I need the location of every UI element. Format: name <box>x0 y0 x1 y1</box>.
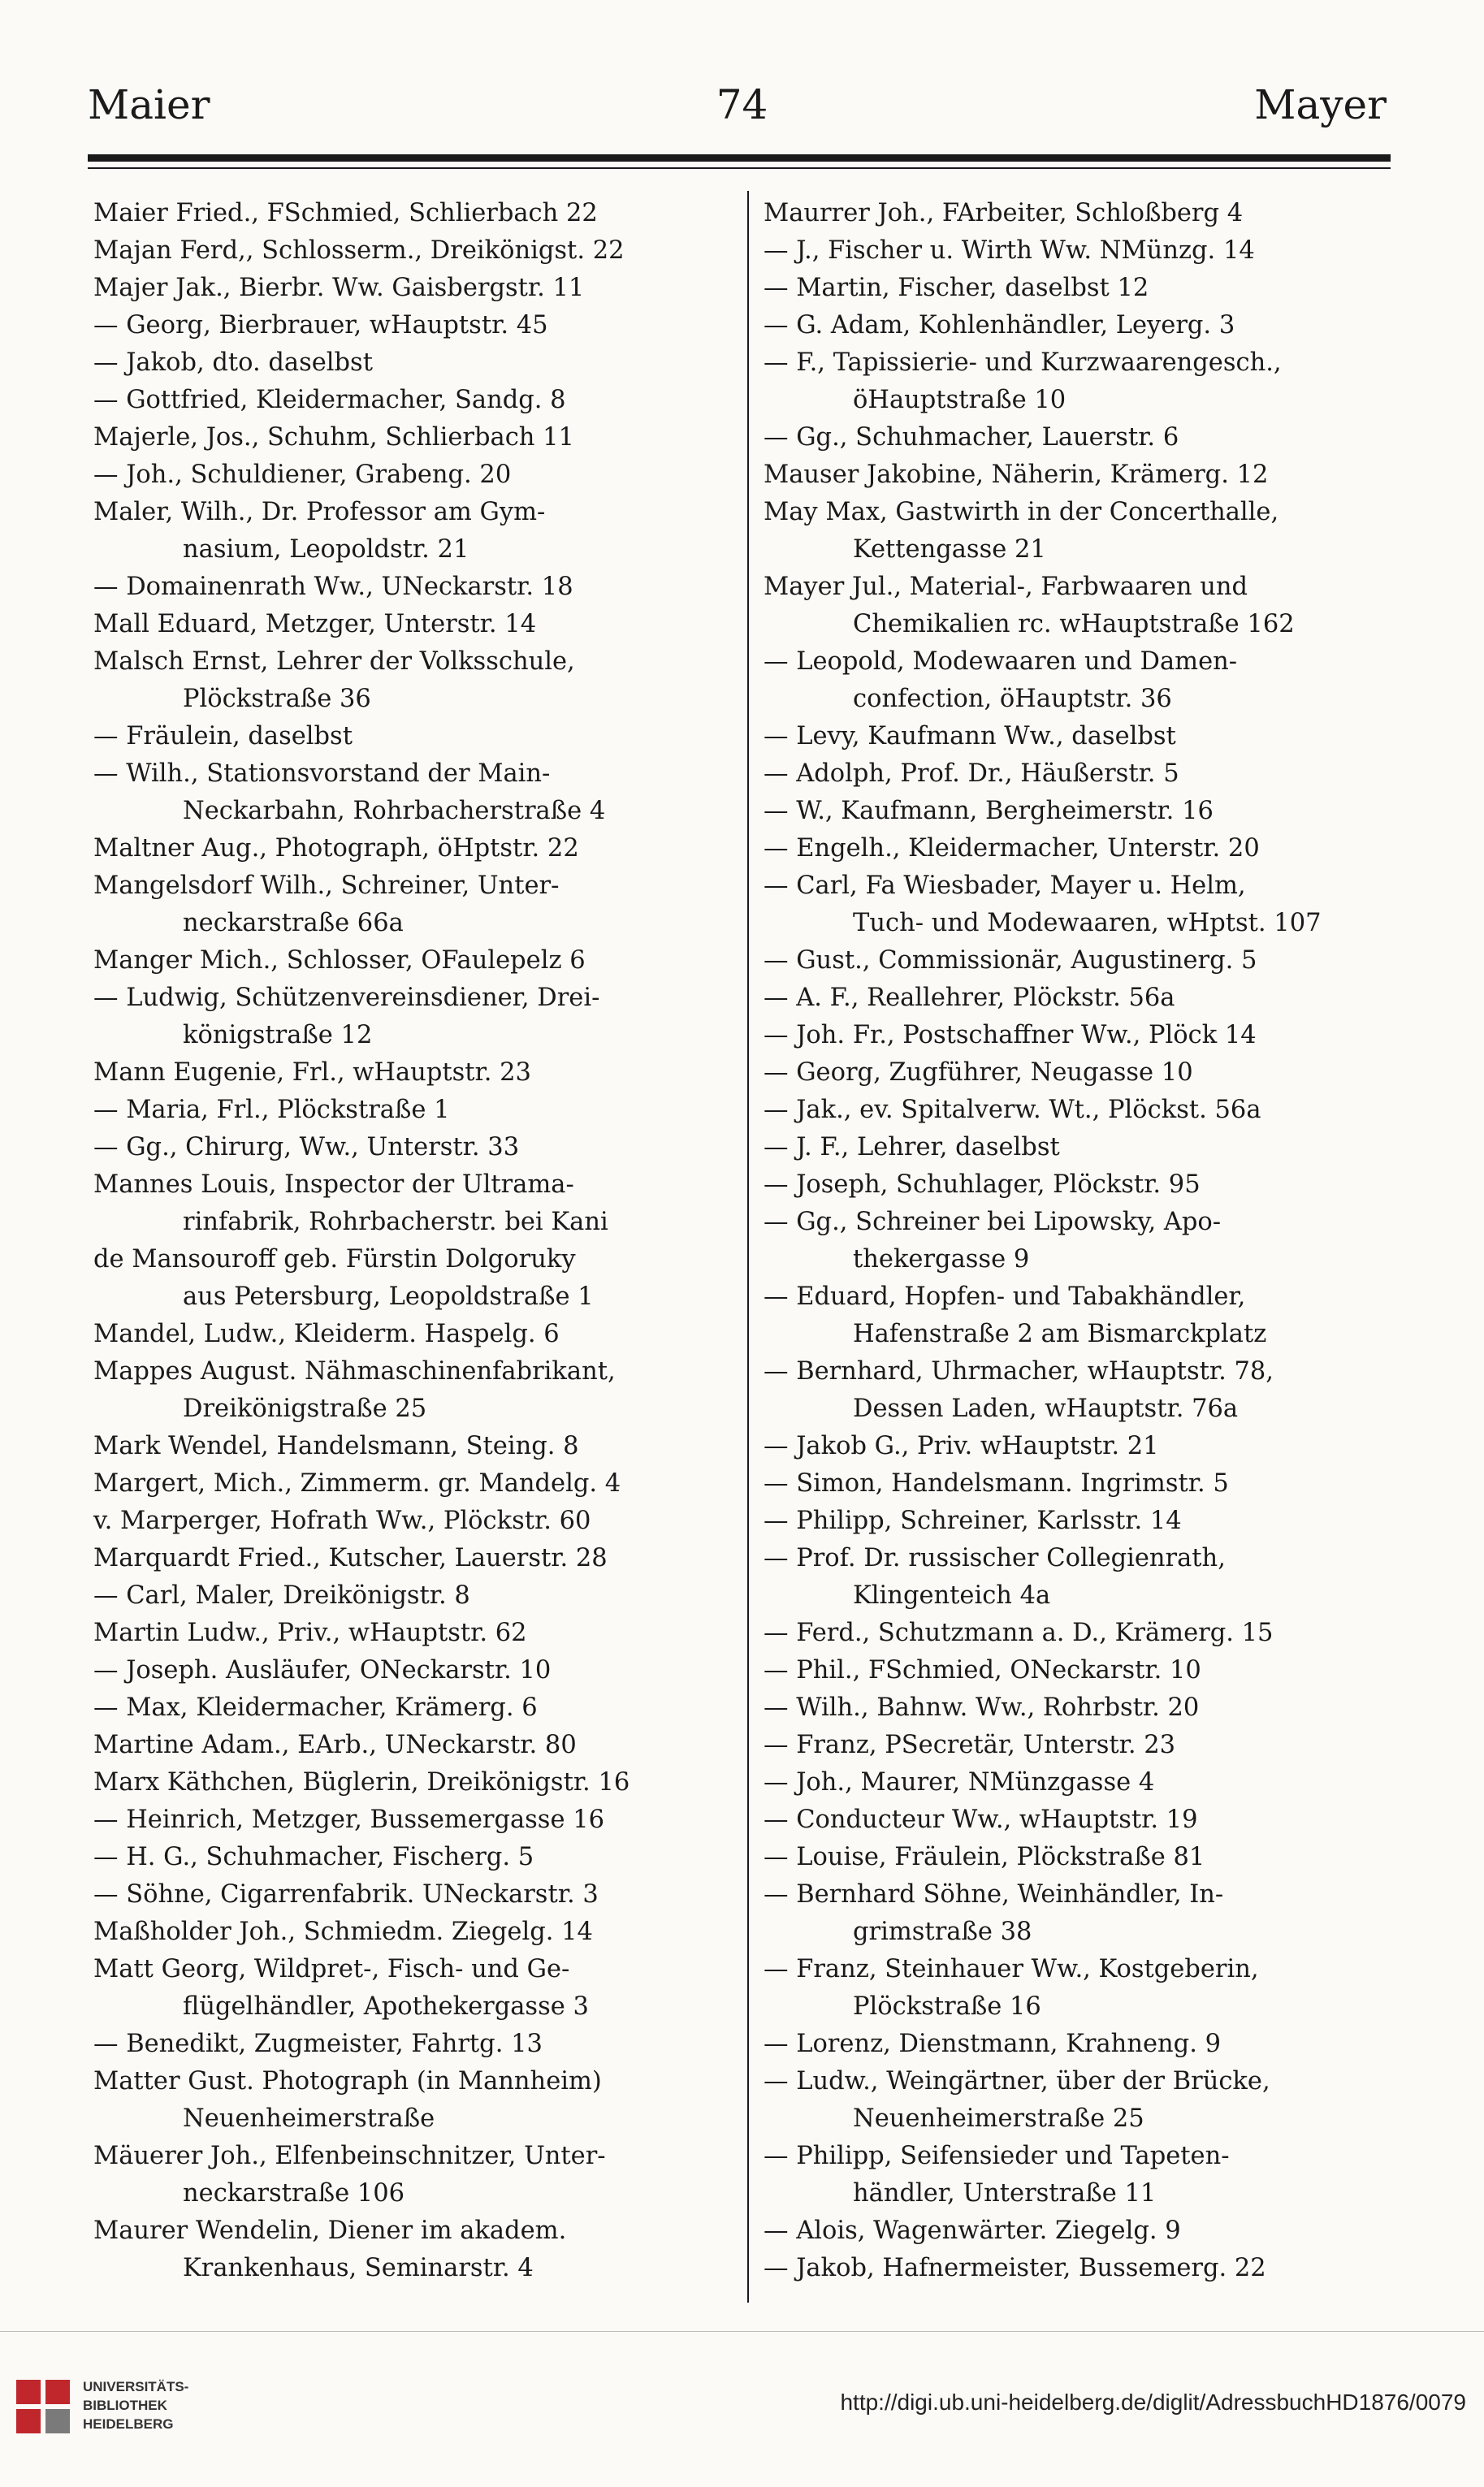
entry-line: de Mansouroff geb. Fürstin Dolgoruky <box>93 1245 576 1274</box>
entry-line: — Phil., FSchmied, ONeckarstr. 10 <box>764 1656 1201 1685</box>
entry-line: Mauser Jakobine, Näherin, Krämerg. 12 <box>764 461 1269 489</box>
entry-continuation-line: öHauptstraße 10 <box>853 386 1066 414</box>
entry-line: Martine Adam., EArb., UNeckarstr. 80 <box>93 1731 577 1759</box>
entry-line: — Gg., Schreiner bei Lipowsky, Apo- <box>764 1208 1222 1236</box>
entry-line: — Georg, Zugführer, Neugasse 10 <box>764 1058 1193 1087</box>
entry-continuation-line: königstraße 12 <box>183 1021 373 1049</box>
directory-entry <box>93 195 743 232</box>
entry-continuation-line: Neuenheimerstraße 25 <box>853 2104 1144 2133</box>
entry-line: — F., Tapissierie- und Kurzwaarengesch., <box>764 348 1282 377</box>
entry-line: — Carl, Fa Wiesbader, Mayer u. Helm, <box>764 872 1246 900</box>
directory-entry <box>764 1764 1405 1801</box>
directory-entry <box>764 1839 1405 1876</box>
entry-continuation-line: nasium, Leopoldstr. 21 <box>183 535 469 564</box>
entry-line: Maler, Wilh., Dr. Professor am Gym- <box>93 498 546 526</box>
directory-entry <box>764 1615 1405 1652</box>
entry-line: — Joh., Schuldiener, Grabeng. 20 <box>93 461 512 489</box>
entry-line: — Max, Kleidermacher, Krämerg. 6 <box>93 1693 538 1722</box>
entry-line: — Gg., Schuhmacher, Lauerstr. 6 <box>764 423 1179 452</box>
directory-entry <box>93 1652 743 1689</box>
entry-line: — Philipp, Seifensieder und Tapeten- <box>764 2142 1230 2170</box>
entry-line: — H. G., Schuhmacher, Fischerg. 5 <box>93 1843 534 1871</box>
entry-line: Maßholder Joh., Schmiedm. Ziegelg. 14 <box>93 1918 593 1946</box>
entry-continuation-line: Neuenheimerstraße <box>183 2104 435 2133</box>
entry-line: Mall Eduard, Metzger, Unterstr. 14 <box>93 610 537 638</box>
entry-line: Majerle, Jos., Schuhm, Schlierbach 11 <box>93 423 574 452</box>
directory-entry <box>93 606 743 643</box>
header-rule-thin <box>88 167 1391 169</box>
directory-entry <box>764 1951 1405 2026</box>
entry-line: Maurer Wendelin, Diener im akadem. <box>93 2217 567 2245</box>
entry-line: — Joh., Maurer, NMünzgasse 4 <box>764 1768 1155 1797</box>
directory-entry <box>764 1727 1405 1764</box>
library-name-line: HEIDELBERG <box>83 2416 174 2432</box>
entry-line: — Conducteur Ww., wHauptstr. 19 <box>764 1806 1198 1834</box>
entry-line: — Ferd., Schutzmann a. D., Krämerg. 15 <box>764 1619 1274 1647</box>
directory-entry <box>93 1914 743 1951</box>
directory-entry <box>764 942 1405 980</box>
entry-line: — Jakob G., Priv. wHauptstr. 21 <box>764 1432 1159 1460</box>
directory-entry <box>93 1951 743 2026</box>
directory-entry <box>93 1689 743 1727</box>
entry-line: — Lorenz, Dienstmann, Krahneng. 9 <box>764 2030 1221 2058</box>
entry-line: Maltner Aug., Photograph, öHptstr. 22 <box>93 834 579 863</box>
directory-entry <box>764 1129 1405 1166</box>
entry-line: Majer Jak., Bierbr. Ww. Gaisbergstr. 11 <box>93 274 585 302</box>
directory-entry <box>93 232 743 270</box>
directory-entry <box>93 2026 743 2063</box>
entry-line: Matt Georg, Wildpret-, Fisch- und Ge- <box>93 1955 570 1983</box>
directory-entry <box>764 1204 1405 1278</box>
directory-entry <box>764 1278 1405 1353</box>
entry-line: May Max, Gastwirth in der Concerthalle, <box>764 498 1279 526</box>
directory-entry <box>764 755 1405 793</box>
entry-line: — Fräulein, daselbst <box>93 722 353 750</box>
directory-entry <box>93 2138 743 2212</box>
directory-entry <box>764 793 1405 830</box>
directory-entry <box>764 643 1405 718</box>
directory-entry <box>764 1465 1405 1503</box>
entry-line: — Philipp, Schreiner, Karlsstr. 14 <box>764 1507 1182 1535</box>
entry-line: — Louise, Fräulein, Plöckstraße 81 <box>764 1843 1205 1871</box>
entry-line: — Alois, Wagenwärter. Ziegelg. 9 <box>764 2217 1181 2245</box>
entry-line: — Adolph, Prof. Dr., Häußerstr. 5 <box>764 759 1179 788</box>
directory-entry <box>764 569 1405 643</box>
entry-continuation-line: Dessen Laden, wHauptstr. 76a <box>853 1395 1239 1423</box>
entry-continuation-line: thekergasse 9 <box>853 1245 1030 1274</box>
directory-entry <box>764 270 1405 307</box>
entry-line: — Joseph. Ausläufer, ONeckarstr. 10 <box>93 1656 552 1685</box>
directory-entry <box>764 1353 1405 1428</box>
entry-line: Mangelsdorf Wilh., Schreiner, Unter- <box>93 872 560 900</box>
directory-entry <box>764 830 1405 867</box>
directory-entry <box>764 1428 1405 1465</box>
entry-line: — Domainenrath Ww., UNeckarstr. 18 <box>93 573 573 601</box>
entry-line: Mann Eugenie, Frl., wHauptstr. 23 <box>93 1058 531 1087</box>
entry-line: — Heinrich, Metzger, Bussemergasse 16 <box>93 1806 605 1834</box>
entry-continuation-line: Tuch- und Modewaaren, wHptst. 107 <box>853 909 1322 937</box>
directory-entry <box>764 2250 1405 2287</box>
directory-entry <box>93 382 743 419</box>
directory-entry <box>93 307 743 344</box>
directory-entry <box>764 419 1405 456</box>
entry-line: v. Marperger, Hofrath Ww., Plöckstr. 60 <box>93 1507 591 1535</box>
directory-entry <box>764 2026 1405 2063</box>
directory-entry <box>764 1876 1405 1951</box>
directory-entry <box>764 456 1405 494</box>
entry-line: — Jakob, dto. daselbst <box>93 348 373 377</box>
entry-line: — Bernhard, Uhrmacher, wHauptstr. 78, <box>764 1357 1274 1386</box>
entry-line: Mayer Jul., Material-, Farbwaaren und <box>764 573 1248 601</box>
library-logo-icon <box>16 2380 75 2438</box>
entry-line: Martin Ludw., Priv., wHauptstr. 62 <box>93 1619 527 1647</box>
directory-entry <box>764 1689 1405 1727</box>
directory-entry <box>764 2212 1405 2250</box>
entry-line: — Simon, Handelsmann. Ingrimstr. 5 <box>764 1469 1229 1498</box>
directory-entry <box>93 1353 743 1428</box>
directory-entry <box>93 1615 743 1652</box>
entry-line: — Gottfried, Kleidermacher, Sandg. 8 <box>93 386 566 414</box>
entry-line: Mandel, Ludw., Kleiderm. Haspelg. 6 <box>93 1320 560 1348</box>
entry-line: — Wilh., Bahnw. Ww., Rohrbstr. 20 <box>764 1693 1200 1722</box>
entry-line: — Eduard, Hopfen- und Tabakhändler, <box>764 1282 1246 1311</box>
header-rule-thick <box>88 154 1391 162</box>
entry-line: Maurrer Joh., FArbeiter, Schloßberg 4 <box>764 199 1244 227</box>
library-name-line: BIBLIOTHEK <box>83 2398 167 2413</box>
entry-line: Matter Gust. Photograph (in Mannheim) <box>93 2067 602 2096</box>
entry-line: — Jakob, Hafnermeister, Bussemerg. 22 <box>764 2254 1266 2282</box>
directory-entry <box>93 1241 743 1316</box>
entry-line: — Ludwig, Schützenvereinsdiener, Drei- <box>93 984 600 1012</box>
directory-entry <box>764 494 1405 569</box>
directory-entry <box>764 2063 1405 2138</box>
directory-entry <box>93 270 743 307</box>
directory-entry <box>93 569 743 606</box>
entry-continuation-line: händler, Unterstraße 11 <box>853 2179 1157 2208</box>
directory-entry <box>764 1166 1405 1204</box>
directory-entry <box>93 867 743 942</box>
directory-entry <box>764 2138 1405 2212</box>
directory-entry <box>93 1054 743 1092</box>
directory-entry <box>93 1801 743 1839</box>
entry-line: — Wilh., Stationsvorstand der Main- <box>93 759 551 788</box>
directory-entry <box>93 755 743 830</box>
entry-continuation-line: flügelhändler, Apothekergasse 3 <box>183 1992 589 2021</box>
entry-continuation-line: Kettengasse 21 <box>853 535 1046 564</box>
entry-line: Marx Käthchen, Büglerin, Dreikönigstr. 16 <box>93 1768 630 1797</box>
entry-line: — Prof. Dr. russischer Collegienrath, <box>764 1544 1226 1572</box>
entry-line: — Maria, Frl., Plöckstraße 1 <box>93 1096 450 1124</box>
directory-entry <box>93 1316 743 1353</box>
entry-line: — Levy, Kaufmann Ww., daselbst <box>764 722 1176 750</box>
directory-entry <box>93 1503 743 1540</box>
page-number: 74 <box>716 81 768 128</box>
entry-line: — Engelh., Kleidermacher, Unterstr. 20 <box>764 834 1260 863</box>
directory-entry <box>764 718 1405 755</box>
entry-line: Marquardt Fried., Kutscher, Lauerstr. 28 <box>93 1544 608 1572</box>
directory-entry <box>93 1876 743 1914</box>
entry-continuation-line: Plöckstraße 36 <box>183 685 371 713</box>
directory-entry <box>764 1017 1405 1054</box>
directory-entry <box>93 494 743 569</box>
entry-line: — Leopold, Modewaaren und Damen- <box>764 647 1238 676</box>
footer-divider <box>0 2331 1484 2332</box>
directory-entry <box>764 1054 1405 1092</box>
entry-line: Margert, Mich., Zimmerm. gr. Mandelg. 4 <box>93 1469 621 1498</box>
column-divider <box>747 191 749 2303</box>
entry-line: — Martin, Fischer, daselbst 12 <box>764 274 1149 302</box>
entry-line: — Franz, Steinhauer Ww., Kostgeberin, <box>764 1955 1259 1983</box>
entry-line: Majan Ferd,, Schlosserm., Dreikönigst. 22 <box>93 236 625 265</box>
entry-line: — Franz, PSecretär, Unterstr. 23 <box>764 1731 1176 1759</box>
directory-entry <box>93 1839 743 1876</box>
library-name <box>83 2377 188 2433</box>
entry-line: — Benedikt, Zugmeister, Fahrtg. 13 <box>93 2030 543 2058</box>
directory-entry <box>93 2063 743 2138</box>
entry-line: Mappes August. Nähmaschinenfabrikant, <box>93 1357 616 1386</box>
entry-line: — G. Adam, Kohlenhändler, Leyerg. 3 <box>764 311 1235 340</box>
directory-entry <box>93 1166 743 1241</box>
right-column <box>764 195 1405 2287</box>
entry-continuation-line: neckarstraße 66a <box>183 909 404 937</box>
directory-entry <box>93 942 743 980</box>
entry-line: — Gust., Commissionär, Augustinerg. 5 <box>764 946 1257 975</box>
directory-entry <box>93 1129 743 1166</box>
entry-line: — A. F., Reallehrer, Plöckstr. 56a <box>764 984 1175 1012</box>
entry-line: — Bernhard Söhne, Weinhändler, In- <box>764 1880 1224 1909</box>
entry-line: — Gg., Chirurg, Ww., Unterstr. 33 <box>93 1133 520 1161</box>
entry-continuation-line: Hafenstraße 2 am Bismarckplatz <box>853 1320 1267 1348</box>
entry-line: Mannes Louis, Inspector der Ultrama- <box>93 1170 574 1199</box>
entry-continuation-line: grimstraße 38 <box>853 1918 1032 1946</box>
entry-continuation-line: Plöckstraße 16 <box>853 1992 1041 2021</box>
directory-entry <box>93 1540 743 1577</box>
directory-entry <box>93 344 743 382</box>
header-left-word: Maier <box>88 81 210 128</box>
directory-entry <box>764 1503 1405 1540</box>
entry-continuation-line: Klingenteich 4a <box>853 1581 1051 1610</box>
entry-line: Manger Mich., Schlosser, OFaulepelz 6 <box>93 946 586 975</box>
entry-line: — Joseph, Schuhlager, Plöckstr. 95 <box>764 1170 1201 1199</box>
entry-line: — Söhne, Cigarrenfabrik. UNeckarstr. 3 <box>93 1880 599 1909</box>
directory-entry <box>764 344 1405 419</box>
entry-continuation-line: Neckarbahn, Rohrbacherstraße 4 <box>183 797 606 825</box>
directory-entry <box>93 1727 743 1764</box>
directory-entry <box>93 1577 743 1615</box>
entry-line: — J., Fischer u. Wirth Ww. NMünzg. 14 <box>764 236 1255 265</box>
directory-entry <box>93 718 743 755</box>
entry-line: — Joh. Fr., Postschaffner Ww., Plöck 14 <box>764 1021 1257 1049</box>
entry-line: — J. F., Lehrer, daselbst <box>764 1133 1060 1161</box>
entry-continuation-line: confection, öHauptstr. 36 <box>853 685 1172 713</box>
directory-entry <box>93 1764 743 1801</box>
header-right-word: Mayer <box>1254 81 1387 128</box>
entry-line: — Ludw., Weingärtner, über der Brücke, <box>764 2067 1270 2096</box>
entry-line: — W., Kaufmann, Bergheimerstr. 16 <box>764 797 1214 825</box>
entry-continuation-line: rinfabrik, Rohrbacherstr. bei Kani <box>183 1208 608 1236</box>
entry-line: — Jak., ev. Spitalverw. Wt., Plöckst. 56a <box>764 1096 1261 1124</box>
entry-line: Mäuerer Joh., Elfenbeinschnitzer, Unter- <box>93 2142 606 2170</box>
directory-entry <box>764 867 1405 942</box>
directory-entry <box>764 307 1405 344</box>
directory-entry <box>93 419 743 456</box>
directory-entry <box>93 1465 743 1503</box>
entry-continuation-line: Chemikalien rc. wHauptstraße 162 <box>853 610 1295 638</box>
directory-entry <box>93 643 743 718</box>
library-logo <box>16 2368 260 2457</box>
entry-continuation-line: neckarstraße 106 <box>183 2179 405 2208</box>
entry-continuation-line: Krankenhaus, Seminarstr. 4 <box>183 2254 534 2282</box>
left-column <box>93 195 743 2287</box>
directory-entry <box>764 232 1405 270</box>
source-url-link[interactable]: http://digi.ub.uni-heidelberg.de/diglit/AdressbuchHD1876/0079 <box>840 2390 1466 2415</box>
library-name-line: UNIVERSITÄTS- <box>83 2379 189 2394</box>
entry-line: — Georg, Bierbrauer, wHauptstr. 45 <box>93 311 548 340</box>
directory-entry <box>764 1801 1405 1839</box>
directory-entry <box>93 980 743 1054</box>
entry-line: — Carl, Maler, Dreikönigstr. 8 <box>93 1581 470 1610</box>
entry-line: Mark Wendel, Handelsmann, Steing. 8 <box>93 1432 579 1460</box>
directory-entry <box>93 1428 743 1465</box>
directory-entry <box>764 1092 1405 1129</box>
directory-entry <box>93 2212 743 2287</box>
directory-entry <box>764 1540 1405 1615</box>
directory-entry <box>764 195 1405 232</box>
entry-continuation-line: Dreikönigstraße 25 <box>183 1395 427 1423</box>
directory-entry <box>764 1652 1405 1689</box>
entry-continuation-line: aus Petersburg, Leopoldstraße 1 <box>183 1282 594 1311</box>
directory-entry <box>93 456 743 494</box>
entry-line: Maier Fried., FSchmied, Schlierbach 22 <box>93 199 598 227</box>
directory-entry <box>93 1092 743 1129</box>
directory-entry <box>93 830 743 867</box>
directory-entry <box>764 980 1405 1017</box>
entry-line: Malsch Ernst, Lehrer der Volksschule, <box>93 647 575 676</box>
